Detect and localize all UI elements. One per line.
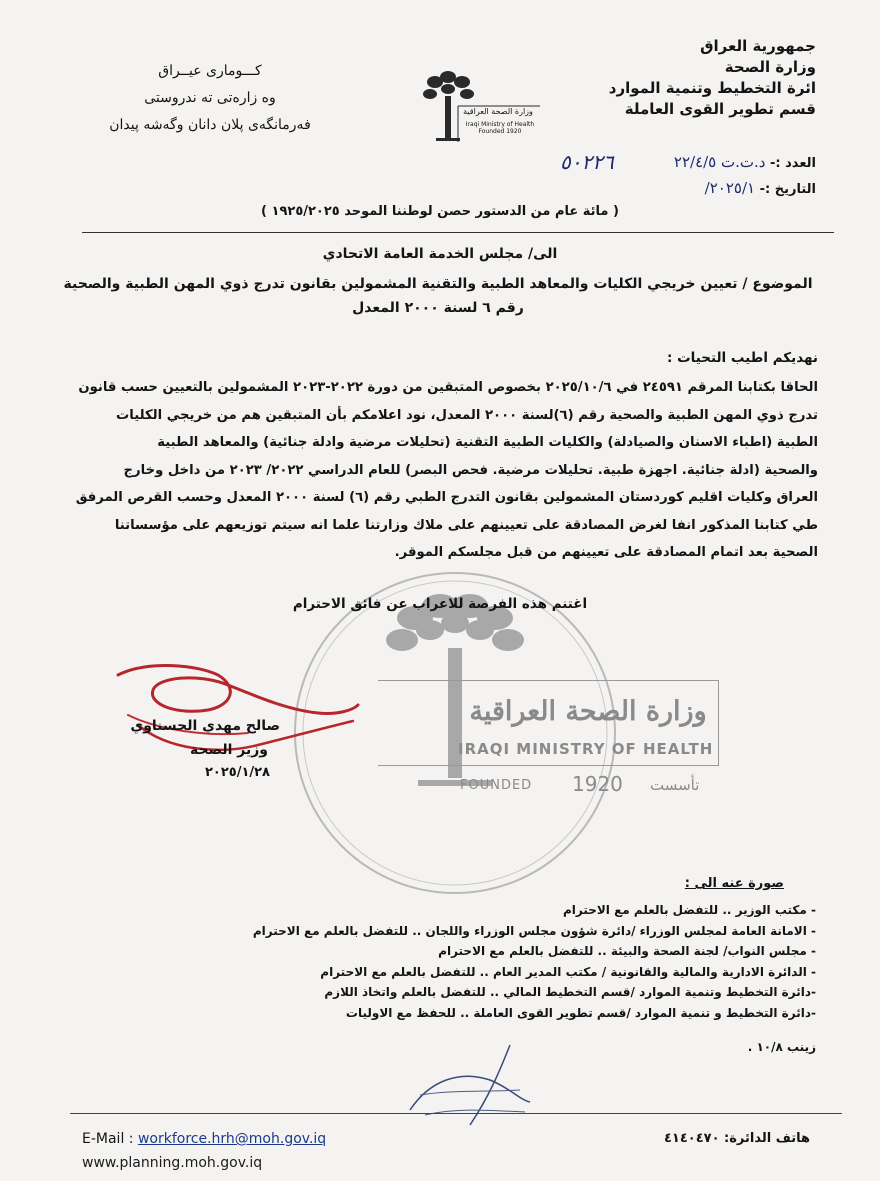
copies-heading: صورة عنه الى : [684, 876, 784, 891]
number-value: د.ت.ت ٢٢/٤/٥ [673, 153, 766, 171]
copy-item: -دائرة التخطيط و تنمية الموارد /قسم تطوير القوى العاملة .. للحفظ مع الاوليات [345, 1005, 816, 1020]
copy-item: - مكتب الوزير .. للتفضل بالعلم مع الاحترام [562, 903, 816, 917]
letterhead-line: كـــوماری عيــراق [158, 63, 262, 79]
copies-list [56, 900, 816, 1023]
letterhead-line: وه زارەتی ته ندروستی [144, 90, 276, 106]
logo-english-line: Iraqi Ministry of Health [465, 121, 535, 128]
subject-line: رقم ٦ لسنة ٢٠٠٠ المعدل [352, 300, 524, 316]
official-stamp-icon [400, 1040, 540, 1130]
seal-year: 1920 [572, 772, 623, 796]
footer-divider [70, 1113, 842, 1114]
centenary-motto: ( مائة عام من الدستور حصن لوطننا الموحد ١٩٢٥/٢٠٢٥ ) [261, 204, 619, 219]
seal-founded-arabic: تأسست [650, 776, 700, 794]
recipient: الى/ مجلس الخدمة العامة الاتحادي [322, 246, 558, 262]
number-label: العدد :- [770, 156, 816, 171]
seal-founded-label: FOUNDED [460, 778, 533, 793]
body-line: الصحية بعد اتمام المصادقة على تعيينهم من قبل مجلسكم الموقر. [394, 545, 818, 560]
email-link[interactable]: workforce.hrh@moh.gov.iq [137, 1131, 327, 1147]
footer-website[interactable]: www.planning.moh.gov.iq [82, 1155, 263, 1171]
signatory-name: صالح مهدي الحسناوي [130, 718, 280, 734]
letterhead-line: ائرة التخطيط وتنمية الموارد [608, 79, 816, 97]
copy-item: - الدائرة الادارية والمالية والقانونية / مكتب المدير العام .. للتفضل بالعلم مع الاحترام [320, 964, 816, 979]
signature-date: ٢٠٢٥/١/٢٨ [204, 765, 270, 780]
body-line: والصحية (ادلة جنائية. اجهزة طبية. تحليلات مرضية. فحص البصر) للعام الدراسي ٢٠٢٢/ ٢٠٢٣ من داخل وخارج [123, 462, 818, 478]
kurdish-letterhead [60, 58, 360, 139]
copy-item: - مجلس النواب/ لجنة الصحة والبيئة .. للتفضل بالعلم مع الاحترام [438, 944, 816, 958]
letterhead-line: جمهورية العراق [700, 37, 816, 55]
typist-initials: زينب ١٠/٨ . [747, 1040, 816, 1054]
phone-number: ٤١٤٠٤٧٠ [663, 1131, 720, 1146]
subject [58, 272, 818, 320]
date-value: ٢٠٢٥/١/ [704, 179, 756, 197]
logo-arabic-caption: وزارة الصحة العراقية [463, 107, 533, 116]
arabic-letterhead [516, 36, 816, 120]
date-label: التاريخ :- [759, 182, 816, 197]
letterhead-line: وزارة الصحة [724, 58, 816, 76]
greeting: نهديكم اطيب التحيات : [666, 350, 818, 366]
copy-item: -دائرة التخطيط وتنمية الموارد /قسم التخطيط المالي .. للتفضل بالعلم واتخاذ اللازم [324, 985, 816, 999]
logo-english-caption [462, 121, 538, 135]
body-line: الطبية (اطباء الاسنان والصيادلة) والكليات الطبية التقنية (تحليلات مرضية وادلة جنائية) والمعاهد الطبية [157, 435, 818, 450]
header-divider [82, 232, 834, 233]
body-line: تدرج ذوي المهن الطبية والصحية رقم (٦)لسنة ٢٠٠٠ المعدل، نود اعلامكم بأن المتبقين هم من خريجي الكليات [116, 407, 818, 423]
body-line: العراق وكليات اقليم كوردستان المشمولين بقانون التدرج الطبي رقم (٦) لسنة ٢٠٠٠ المعدل وحسب القرص المرفق [75, 490, 818, 505]
handwritten-reference: ٥٠٢٢٦ [560, 150, 614, 174]
body-line: طي كتابنا المذكور انفا لغرض المصادقة على تعيينهم على ملاك وزارتنا علما انه سيتم توزيعهم على مؤسساتنا [114, 517, 818, 533]
seal-english-name: IRAQI MINISTRY OF HEALTH [458, 740, 714, 758]
signatory-title: وزير الصحة [189, 742, 268, 758]
body-line: الحاقا بكتابنا المرقم ٢٤٥٩١ في ٢٠٢٥/١٠/٦ بخصوص المتبقين من دورة ٢٠٢٢-٢٠٢٣ المشمولين بالتعيين حسب قانون [78, 380, 818, 395]
footer-phone [664, 1131, 810, 1146]
seal-arabic-name: وزارة الصحة العراقية [469, 696, 707, 727]
phone-label: هاتف الدائرة: [719, 1131, 810, 1146]
footer-email [82, 1131, 326, 1147]
subject-line: الموضوع / تعيين خريجي الكليات والمعاهد الطبية والتقنية المشمولين بقانون تدرج ذوي المهن الطبية والصحية [63, 276, 813, 292]
copy-item: - الامانة العامة لمجلس الوزراء /دائرة شؤون مجلس الوزراء واللجان .. للتفضل بالعلم مع الاحترام [252, 923, 816, 938]
closing-salutation: اغتنم هذه الفرصة للاعراب عن فائق الاحترام [292, 596, 588, 612]
letter-body [53, 374, 818, 567]
letterhead-line: قسم تطوير القوى العاملة [624, 100, 816, 118]
letterhead-line: فەرمانگەی پلان دانان وگەشه پیدان [109, 117, 311, 133]
email-label: E-Mail : [82, 1131, 138, 1147]
logo-english-line: Founded 1920 [478, 128, 522, 135]
